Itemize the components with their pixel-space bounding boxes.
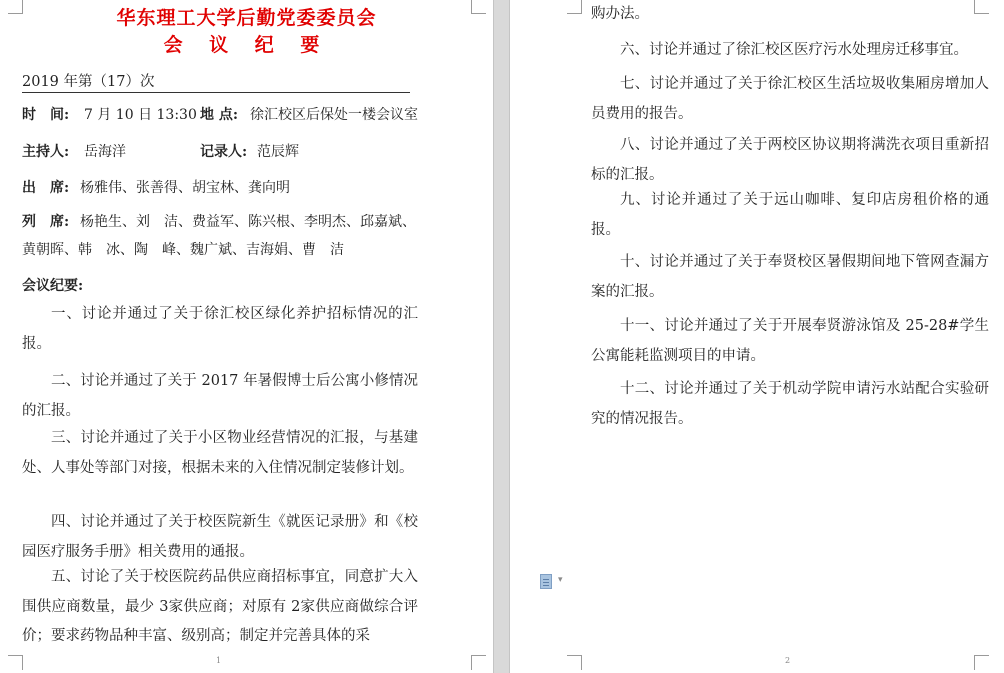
host-value: 岳海洋 — [84, 144, 126, 160]
crop-mark — [8, 655, 23, 670]
item-6: 六、讨论并通过了徐汇校区医疗污水处理房迁移事宜。 — [620, 42, 968, 58]
page-number-1: 1 — [216, 656, 222, 665]
page-gutter — [493, 0, 510, 673]
time-value: 7 月 10 日 13:30 — [84, 107, 197, 123]
place-value: 徐汇校区后保处一楼会议室 — [250, 107, 418, 123]
item-7: 七、讨论并通过了关于徐汇校区生活垃圾收集厢房增加人员费用的报告。 — [591, 76, 989, 122]
item-11: 十一、讨论并通过了关于开展奉贤游泳馆及 25-28#学生公寓能耗监测项目的申请。 — [591, 318, 989, 364]
item-2: 二、讨论并通过了关于 2017 年暑假博士后公寓小修情况的汇报。 — [22, 373, 418, 419]
crop-mark — [567, 0, 582, 14]
document-page-1 — [0, 0, 493, 673]
observer-line-2: 黄朝晖、韩 冰、陶 峰、魏广斌、吉海娟、曹 洁 — [22, 242, 344, 258]
document-icon[interactable] — [540, 574, 552, 589]
attend-label: 出 席: — [22, 180, 70, 196]
item-12: 十二、讨论并通过了关于机动学院申请污水站配合实验研究的情况报告。 — [591, 381, 989, 427]
page-number-2: 2 — [785, 656, 791, 665]
crop-mark — [471, 655, 486, 670]
item-9: 九、讨论并通过了关于远山咖啡、复印店房租价格的通报。 — [591, 192, 989, 238]
place-label: 地 点: — [200, 107, 239, 123]
item-3: 三、讨论并通过了关于小区物业经营情况的汇报，与基建处、人事处等部门对接，根据未来的入住情况制定装修计划。 — [22, 430, 418, 476]
item-5: 五、讨论了关于校医院药品供应商招标事宜，同意扩大入围供应商数量，最少 3家供应商；对原有 2家供应商做综合评价；要求药物品种丰富、级别高；制定并完善具体的采 — [22, 569, 418, 644]
time-label: 时 间: — [22, 107, 70, 123]
attend-value: 杨雅伟、张善得、胡宝林、龚向明 — [80, 180, 290, 196]
chevron-down-icon[interactable]: ▾ — [558, 575, 563, 585]
item-4: 四、讨论并通过了关于校医院新生《就医记录册》和《校园医疗服务手册》相关费用的通报。 — [22, 514, 418, 560]
org-title: 华东理工大学后勤党委委员会 — [116, 7, 377, 29]
observer-line-1: 杨艳生、刘 洁、费益军、陈兴根、李明杰、邱嘉斌、 — [80, 214, 416, 230]
crop-mark — [567, 655, 582, 670]
doc-type-title: 会 议 纪 要 — [163, 34, 330, 56]
item-5-continued: 购办法。 — [591, 6, 649, 22]
item-8: 八、讨论并通过了关于两校区协议期将满洗衣项目重新招标的汇报。 — [591, 137, 989, 183]
document-page-2 — [510, 0, 1004, 673]
recorder-label: 记录人: — [200, 144, 248, 160]
item-10: 十、讨论并通过了关于奉贤校区暑假期间地下管网查漏方案的汇报。 — [591, 254, 989, 300]
minutes-label: 会议纪要: — [22, 278, 84, 294]
host-label: 主持人: — [22, 144, 70, 160]
observer-label: 列 席: — [22, 214, 70, 230]
meeting-number: 2019 年第（17）次 — [22, 74, 155, 90]
crop-mark — [974, 655, 989, 670]
recorder-value: 范辰辉 — [257, 144, 299, 160]
header-divider — [22, 92, 410, 93]
item-1: 一、讨论并通过了关于徐汇校区绿化养护招标情况的汇报。 — [22, 306, 418, 352]
